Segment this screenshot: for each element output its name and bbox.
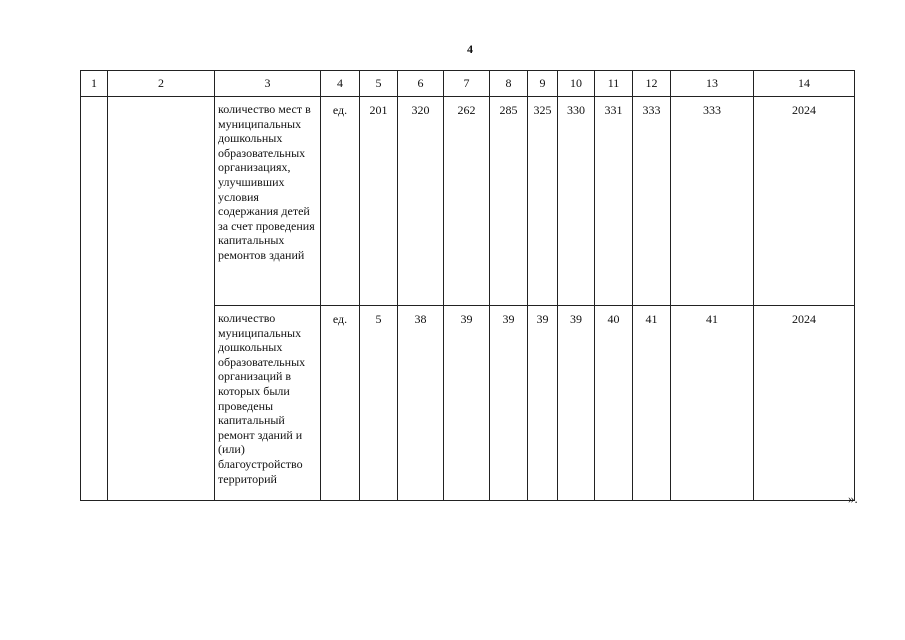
value-cell: 330 [558, 97, 595, 306]
header-cell: 13 [671, 71, 754, 97]
value-cell: 331 [595, 97, 633, 306]
header-cell: 1 [81, 71, 108, 97]
value-cell: 39 [558, 306, 595, 501]
header-cell: 6 [398, 71, 444, 97]
header-cell: 5 [360, 71, 398, 97]
value-cell: 39 [444, 306, 490, 501]
value-cell: 320 [398, 97, 444, 306]
value-cell: 39 [490, 306, 528, 501]
year-cell: 2024 [754, 306, 855, 501]
value-cell: 285 [490, 97, 528, 306]
value-cell: 333 [633, 97, 671, 306]
header-cell: 14 [754, 71, 855, 97]
header-cell: 9 [528, 71, 558, 97]
indicator-description: количество муниципальных дошкольных образовательных организаций в которых были проведены капитальный ремонт зданий и (или) благоустройство территорий [215, 306, 321, 501]
value-cell: 39 [528, 306, 558, 501]
unit-cell: ед. [321, 306, 360, 501]
indicators-table [80, 70, 855, 501]
merged-cell-col1 [81, 97, 108, 501]
value-cell: 5 [360, 306, 398, 501]
header-cell: 4 [321, 71, 360, 97]
value-cell: 38 [398, 306, 444, 501]
header-cell: 12 [633, 71, 671, 97]
value-cell: 333 [671, 97, 754, 306]
header-cell: 7 [444, 71, 490, 97]
value-cell: 40 [595, 306, 633, 501]
year-cell: 2024 [754, 97, 855, 306]
indicator-description: количество мест в муниципальных дошкольных образовательных организациях, улучшивших условия содержания детей за счет проведения капитальных ремонтов зданий [215, 97, 321, 306]
unit-cell: ед. [321, 97, 360, 306]
table-header-row [81, 71, 855, 97]
header-cell: 2 [108, 71, 215, 97]
header-cell: 11 [595, 71, 633, 97]
value-cell: 262 [444, 97, 490, 306]
value-cell: 41 [671, 306, 754, 501]
table-row [81, 97, 855, 306]
header-cell: 3 [215, 71, 321, 97]
header-cell: 10 [558, 71, 595, 97]
merged-cell-col2 [108, 97, 215, 501]
header-cell: 8 [490, 71, 528, 97]
page-number: 4 [467, 42, 473, 56]
value-cell: 201 [360, 97, 398, 306]
value-cell: 325 [528, 97, 558, 306]
closing-quote-mark: ». [848, 491, 858, 506]
value-cell: 41 [633, 306, 671, 501]
